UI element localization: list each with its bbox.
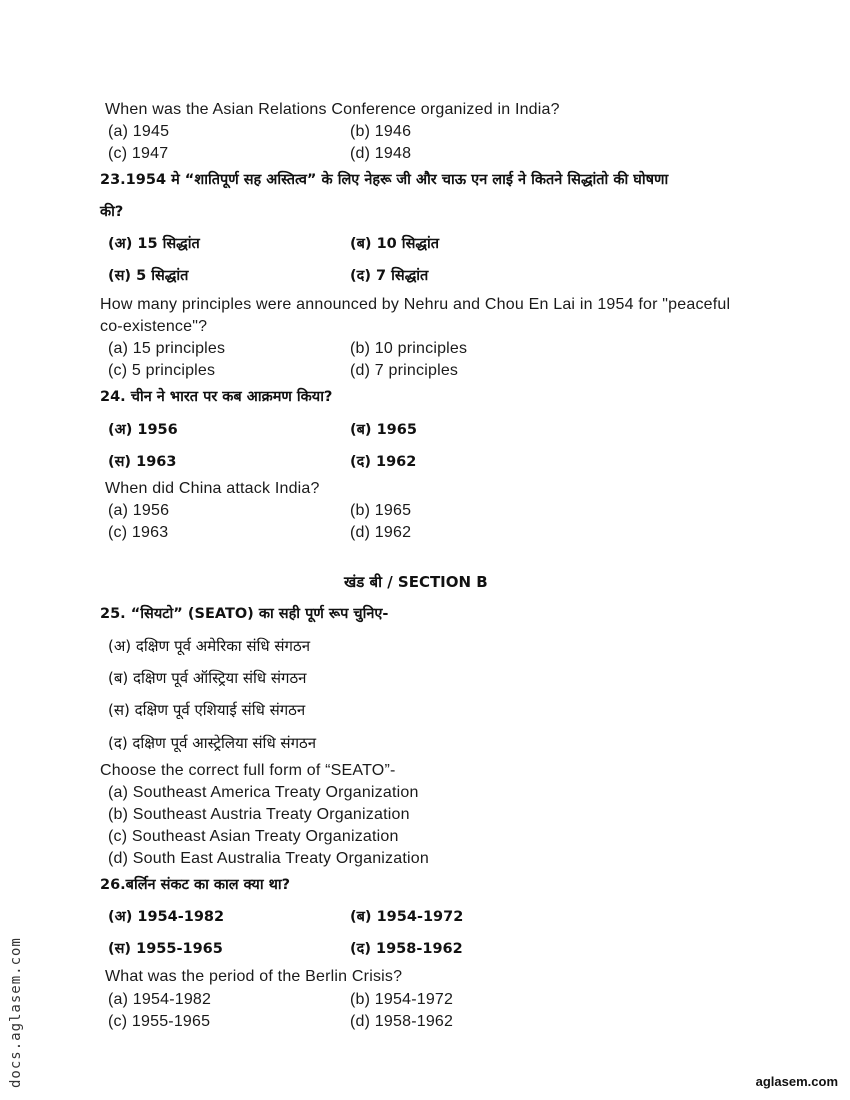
q24-option-d-hi: (द) 1962 <box>350 454 417 470</box>
q24-option-d-en: (d) 1962 <box>350 524 412 541</box>
q25-option-d-hi: (द) दक्षिण पूर्व आस्ट्रेलिया संधि संगठन <box>108 734 317 752</box>
q25-question-en: Choose the correct full form of “SEATO”- <box>100 762 396 779</box>
q23-option-c-hi: (स) 5 सिद्धांत <box>108 268 189 284</box>
q25-option-c-hi: (स) दक्षिण पूर्व एशियाई संधि संगठन <box>108 701 306 719</box>
q22-option-a-en: (a) 1945 <box>108 123 170 140</box>
q23-question-hi-line2: की? <box>100 204 124 220</box>
side-watermark: docs.aglasem.com <box>8 937 24 1088</box>
q23-option-c-en: (c) 5 principles <box>108 362 216 379</box>
q25-option-b-en: (b) Southeast Austria Treaty Organization <box>108 806 410 823</box>
q22-question-en: When was the Asian Relations Conference organized in India? <box>105 101 560 118</box>
q25-option-a-hi: (अ) दक्षिण पूर्व अमेरिका संधि संगठन <box>108 637 311 655</box>
q24-option-c-en: (c) 1963 <box>108 524 169 541</box>
q23-question-en-line1: How many principles were announced by Nehru and Chou En Lai in 1954 for "peaceful <box>100 296 731 313</box>
q23-option-b-hi: (ब) 10 सिद्धांत <box>350 236 439 252</box>
q23-option-a-hi: (अ) 15 सिद्धांत <box>108 236 200 252</box>
q26-option-b-en: (b) 1954-1972 <box>350 991 454 1008</box>
q24-option-c-hi: (स) 1963 <box>108 454 177 470</box>
q24-option-b-hi: (ब) 1965 <box>350 422 417 438</box>
q26-question-en: What was the period of the Berlin Crisis? <box>105 968 403 985</box>
q26-option-b-hi: (ब) 1954-1972 <box>350 909 464 925</box>
q23-option-a-en: (a) 15 principles <box>108 340 226 357</box>
q26-question-hi: 26.बर्लिन संकट का काल क्या था? <box>100 877 291 893</box>
q25-option-c-en: (c) Southeast Asian Treaty Organization <box>108 828 399 845</box>
section-b-heading: खंड बी / SECTION B <box>344 573 488 591</box>
q26-option-d-en: (d) 1958-1962 <box>350 1013 454 1030</box>
q24-option-a-hi: (अ) 1956 <box>108 422 178 438</box>
q25-option-d-en: (d) South East Australia Treaty Organization <box>108 850 429 867</box>
q26-option-d-hi: (द) 1958-1962 <box>350 941 463 957</box>
q22-option-b-en: (b) 1946 <box>350 123 412 140</box>
q25-option-a-en: (a) Southeast America Treaty Organization <box>108 784 419 801</box>
q23-question-en-line2: co-existence"? <box>100 318 208 335</box>
q23-option-d-hi: (द) 7 सिद्धांत <box>350 268 429 284</box>
q24-question-hi: 24. चीन ने भारत पर कब आक्रमण किया? <box>100 389 333 405</box>
q26-option-a-en: (a) 1954-1982 <box>108 991 212 1008</box>
q22-option-d-en: (d) 1948 <box>350 145 412 162</box>
q25-question-hi: 25. “सियटो” (SEATO) का सही पूर्ण रूप चुनिए- <box>100 606 389 622</box>
q26-option-c-hi: (स) 1955-1965 <box>108 941 223 957</box>
q23-question-hi-line1: 23.1954 मे “शातिपूर्ण सह अस्तित्व” के लिए नेहरू जी और चाऊ एन लाई ने कितने सिद्धांतो की घोषणा <box>100 172 669 188</box>
q25-option-b-hi: (ब) दक्षिण पूर्व ऑस्ट्रिया संधि संगठन <box>108 669 307 687</box>
footer-brand: aglasem.com <box>755 1074 838 1089</box>
q24-question-en: When did China attack India? <box>105 480 320 497</box>
q24-option-b-en: (b) 1965 <box>350 502 412 519</box>
q26-option-c-en: (c) 1955-1965 <box>108 1013 211 1030</box>
q26-option-a-hi: (अ) 1954-1982 <box>108 909 225 925</box>
q23-option-b-en: (b) 10 principles <box>350 340 468 357</box>
q24-option-a-en: (a) 1956 <box>108 502 170 519</box>
q22-option-c-en: (c) 1947 <box>108 145 169 162</box>
q23-option-d-en: (d) 7 principles <box>350 362 459 379</box>
